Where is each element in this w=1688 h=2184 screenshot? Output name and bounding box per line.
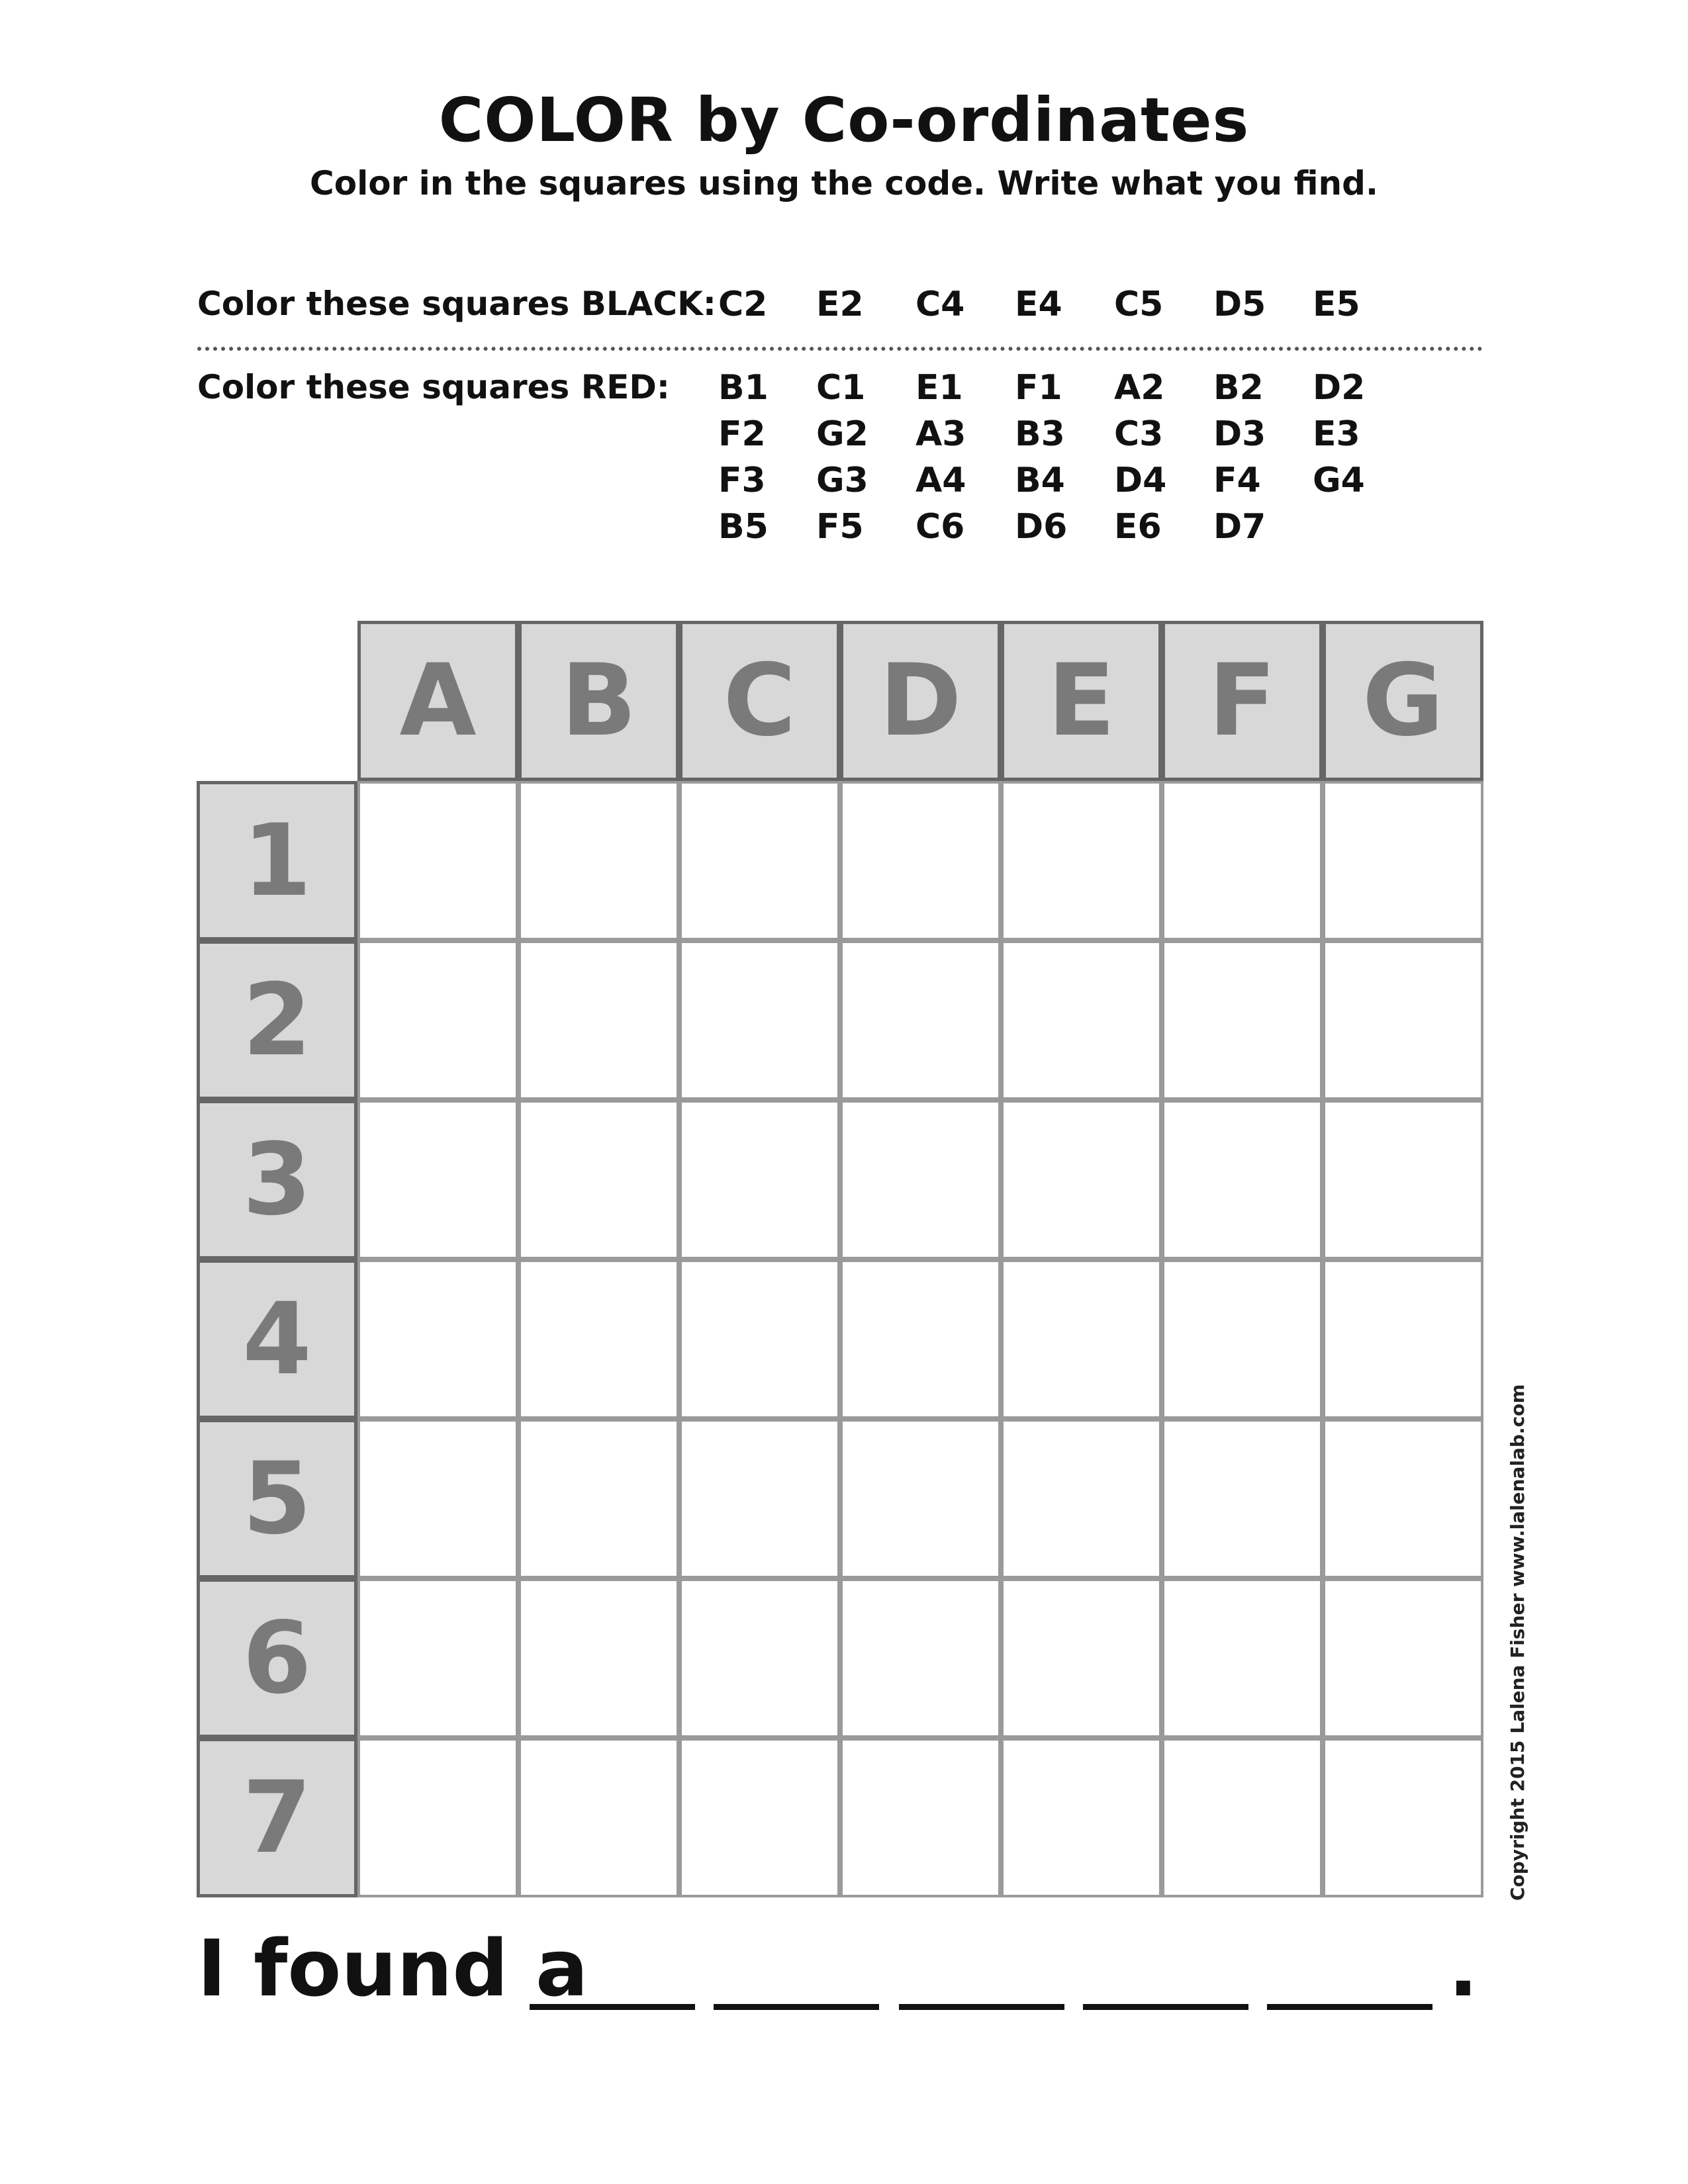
grid-cell-b3[interactable] (518, 1100, 679, 1259)
square-code: C2 (718, 285, 768, 324)
grid-cell-a4[interactable] (357, 1259, 518, 1419)
grid-cell-d1[interactable] (840, 781, 1001, 940)
square-code: D7 (1213, 507, 1266, 547)
square-code: E1 (915, 368, 963, 408)
grid-cell-d3[interactable] (840, 1100, 1001, 1259)
grid-cell-b4[interactable] (518, 1259, 679, 1419)
answer-blank[interactable] (1267, 2004, 1432, 2010)
row-header-4: 4 (197, 1259, 357, 1419)
black-code-label: Color these squares BLACK: (197, 285, 716, 323)
answer-period: . (1448, 1923, 1478, 2014)
square-code: B5 (718, 507, 769, 547)
column-header-c: C (679, 621, 840, 781)
grid-cell-g6[interactable] (1323, 1578, 1483, 1738)
square-code: A2 (1114, 368, 1165, 408)
square-code: C5 (1114, 285, 1164, 324)
grid-cell-d5[interactable] (840, 1419, 1001, 1578)
square-code: C6 (915, 507, 965, 547)
column-header-e: E (1001, 621, 1162, 781)
grid-cell-f2[interactable] (1162, 940, 1323, 1100)
row-header-7: 7 (197, 1738, 357, 1897)
grid-cell-g1[interactable] (1323, 781, 1483, 940)
square-code: A3 (915, 414, 966, 454)
page-title: COLOR by Co-ordinates (438, 85, 1250, 156)
square-code: C1 (816, 368, 866, 408)
answer-blank[interactable] (530, 2004, 695, 2010)
square-code: E2 (816, 285, 864, 324)
grid-cell-c2[interactable] (679, 940, 840, 1100)
divider (197, 347, 1483, 351)
answer-prompt: I found a (197, 1923, 588, 2014)
grid-cell-c3[interactable] (679, 1100, 840, 1259)
square-code: A4 (915, 461, 966, 500)
row-header-5: 5 (197, 1419, 357, 1578)
square-code: E4 (1015, 285, 1062, 324)
grid-cell-e6[interactable] (1001, 1578, 1162, 1738)
grid-cell-d4[interactable] (840, 1259, 1001, 1419)
square-code: D3 (1213, 414, 1266, 454)
row-header-2: 2 (197, 940, 357, 1100)
grid-cell-c1[interactable] (679, 781, 840, 940)
square-code: B2 (1213, 368, 1264, 408)
grid-cell-g3[interactable] (1323, 1100, 1483, 1259)
grid-cell-e2[interactable] (1001, 940, 1162, 1100)
grid-cell-d7[interactable] (840, 1738, 1001, 1897)
square-code: E5 (1313, 285, 1360, 324)
square-code: D6 (1015, 507, 1068, 547)
square-code: D4 (1114, 461, 1167, 500)
square-code: E6 (1114, 507, 1162, 547)
square-code: F4 (1213, 461, 1261, 500)
answer-blank[interactable] (714, 2004, 879, 2010)
square-code: F1 (1015, 368, 1062, 408)
grid-cell-a2[interactable] (357, 940, 518, 1100)
grid-cell-c5[interactable] (679, 1419, 840, 1578)
column-header-d: D (840, 621, 1001, 781)
column-header-a: A (357, 621, 518, 781)
answer-blank[interactable] (1083, 2004, 1248, 2010)
grid-cell-g2[interactable] (1323, 940, 1483, 1100)
row-header-3: 3 (197, 1100, 357, 1259)
square-code: B3 (1015, 414, 1065, 454)
grid-cell-g4[interactable] (1323, 1259, 1483, 1419)
grid-cell-c6[interactable] (679, 1578, 840, 1738)
square-code: F2 (718, 414, 766, 454)
grid-cell-f4[interactable] (1162, 1259, 1323, 1419)
column-header-g: G (1323, 621, 1483, 781)
square-code: D5 (1213, 285, 1266, 324)
answer-blank[interactable] (899, 2004, 1064, 2010)
grid-cell-f1[interactable] (1162, 781, 1323, 940)
square-code: G3 (816, 461, 868, 500)
grid-cell-b7[interactable] (518, 1738, 679, 1897)
grid-cell-a6[interactable] (357, 1578, 518, 1738)
column-header-b: B (518, 621, 679, 781)
square-code: E3 (1313, 414, 1360, 454)
instructions: Color in the squares using the code. Write what you find. (310, 164, 1378, 203)
grid-cell-a5[interactable] (357, 1419, 518, 1578)
grid-cell-e4[interactable] (1001, 1259, 1162, 1419)
square-code: F3 (718, 461, 766, 500)
grid-cell-b5[interactable] (518, 1419, 679, 1578)
grid-cell-f7[interactable] (1162, 1738, 1323, 1897)
grid-cell-b2[interactable] (518, 940, 679, 1100)
copyright-text: Copyright 2015 Lalena Fisher www.lalenalab.com (1507, 1384, 1528, 1901)
grid-cell-a1[interactable] (357, 781, 518, 940)
coordinate-grid (242, 621, 1484, 1898)
grid-cell-a7[interactable] (357, 1738, 518, 1897)
grid-cell-f6[interactable] (1162, 1578, 1323, 1738)
grid-cell-d2[interactable] (840, 940, 1001, 1100)
square-code: G4 (1313, 461, 1365, 500)
square-code: C3 (1114, 414, 1164, 454)
red-code-label: Color these squares RED: (197, 368, 670, 406)
square-code: G2 (816, 414, 868, 454)
grid-cell-d6[interactable] (840, 1578, 1001, 1738)
square-code: B1 (718, 368, 769, 408)
square-code: D2 (1313, 368, 1366, 408)
grid-cell-a3[interactable] (357, 1100, 518, 1259)
grid-cell-f5[interactable] (1162, 1419, 1323, 1578)
grid-cell-e5[interactable] (1001, 1419, 1162, 1578)
grid-cell-b1[interactable] (518, 781, 679, 940)
square-code: F5 (816, 507, 864, 547)
row-header-6: 6 (197, 1578, 357, 1738)
grid-cell-f3[interactable] (1162, 1100, 1323, 1259)
column-header-f: F (1162, 621, 1323, 781)
grid-cell-c7[interactable] (679, 1738, 840, 1897)
grid-cell-e1[interactable] (1001, 781, 1162, 940)
grid-cell-g5[interactable] (1323, 1419, 1483, 1578)
row-header-1: 1 (197, 781, 357, 940)
grid-cell-g7[interactable] (1323, 1738, 1483, 1897)
square-code: B4 (1015, 461, 1065, 500)
grid-cell-b6[interactable] (518, 1578, 679, 1738)
square-code: C4 (915, 285, 965, 324)
grid-cell-e3[interactable] (1001, 1100, 1162, 1259)
grid-cell-e7[interactable] (1001, 1738, 1162, 1897)
grid-cell-c4[interactable] (679, 1259, 840, 1419)
